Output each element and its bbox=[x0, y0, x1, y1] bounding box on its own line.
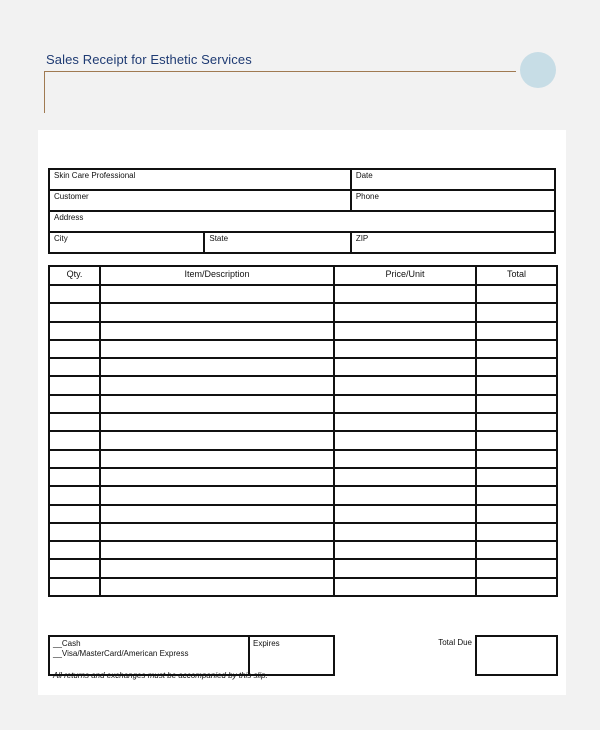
table-row bbox=[49, 523, 557, 541]
table-row bbox=[49, 450, 557, 468]
table-row bbox=[49, 578, 557, 596]
qty-cell[interactable] bbox=[49, 541, 100, 559]
qty-cell[interactable] bbox=[49, 431, 100, 449]
total-cell[interactable] bbox=[476, 559, 557, 577]
qty-cell[interactable] bbox=[49, 523, 100, 541]
total-cell[interactable] bbox=[476, 340, 557, 358]
zip-field[interactable]: ZIP bbox=[351, 232, 555, 253]
price-unit-cell[interactable] bbox=[334, 413, 476, 431]
info-row bbox=[49, 232, 555, 253]
title-rule-horizontal bbox=[44, 71, 516, 72]
price-unit-cell[interactable] bbox=[334, 486, 476, 504]
payment-row bbox=[49, 636, 557, 675]
item-description-cell[interactable] bbox=[100, 395, 334, 413]
item-description-cell[interactable] bbox=[100, 541, 334, 559]
price-unit-header: Price/Unit bbox=[334, 266, 476, 285]
qty-cell[interactable] bbox=[49, 303, 100, 321]
qty-cell[interactable] bbox=[49, 578, 100, 596]
item-description-cell[interactable] bbox=[100, 322, 334, 340]
total-cell[interactable] bbox=[476, 578, 557, 596]
customer-info-table bbox=[48, 168, 556, 254]
qty-cell[interactable] bbox=[49, 505, 100, 523]
price-unit-cell[interactable] bbox=[334, 578, 476, 596]
item-description-cell[interactable] bbox=[100, 505, 334, 523]
total-cell[interactable] bbox=[476, 303, 557, 321]
date-field[interactable]: Date bbox=[351, 169, 555, 190]
item-description-cell[interactable] bbox=[100, 450, 334, 468]
info-row bbox=[49, 169, 555, 190]
total-due-label: Total Due bbox=[334, 636, 476, 675]
total-cell[interactable] bbox=[476, 376, 557, 394]
price-unit-cell[interactable] bbox=[334, 431, 476, 449]
item-description-cell[interactable] bbox=[100, 486, 334, 504]
item-description-cell[interactable] bbox=[100, 523, 334, 541]
title-rule-vertical bbox=[44, 71, 45, 113]
table-row bbox=[49, 468, 557, 486]
items-header-row bbox=[49, 266, 557, 285]
customer-field[interactable]: Customer bbox=[49, 190, 351, 211]
total-cell[interactable] bbox=[476, 450, 557, 468]
qty-cell[interactable] bbox=[49, 340, 100, 358]
total-cell[interactable] bbox=[476, 285, 557, 303]
returns-note: All returns and exchanges must be accompanied by this slip. bbox=[53, 671, 268, 680]
table-row bbox=[49, 376, 557, 394]
total-cell[interactable] bbox=[476, 395, 557, 413]
city-field[interactable]: City bbox=[49, 232, 204, 253]
qty-cell[interactable] bbox=[49, 559, 100, 577]
cash-option[interactable]: __Cash bbox=[53, 639, 81, 648]
price-unit-cell[interactable] bbox=[334, 340, 476, 358]
total-cell[interactable] bbox=[476, 486, 557, 504]
price-unit-cell[interactable] bbox=[334, 322, 476, 340]
price-unit-cell[interactable] bbox=[334, 450, 476, 468]
info-row bbox=[49, 190, 555, 211]
total-cell[interactable] bbox=[476, 358, 557, 376]
price-unit-cell[interactable] bbox=[334, 523, 476, 541]
qty-cell[interactable] bbox=[49, 358, 100, 376]
table-row bbox=[49, 486, 557, 504]
price-unit-cell[interactable] bbox=[334, 358, 476, 376]
item-description-cell[interactable] bbox=[100, 285, 334, 303]
price-unit-cell[interactable] bbox=[334, 303, 476, 321]
document-title: Sales Receipt for Esthetic Services bbox=[46, 52, 252, 67]
table-row bbox=[49, 559, 557, 577]
price-unit-cell[interactable] bbox=[334, 541, 476, 559]
address-field[interactable]: Address bbox=[49, 211, 555, 232]
price-unit-cell[interactable] bbox=[334, 468, 476, 486]
item-description-cell[interactable] bbox=[100, 340, 334, 358]
price-unit-cell[interactable] bbox=[334, 376, 476, 394]
table-row bbox=[49, 285, 557, 303]
price-unit-cell[interactable] bbox=[334, 395, 476, 413]
total-cell[interactable] bbox=[476, 523, 557, 541]
payment-footer-table bbox=[48, 635, 558, 676]
item-description-cell[interactable] bbox=[100, 559, 334, 577]
price-unit-cell[interactable] bbox=[334, 559, 476, 577]
payment-method-cell[interactable] bbox=[49, 636, 249, 675]
qty-cell[interactable] bbox=[49, 395, 100, 413]
qty-cell[interactable] bbox=[49, 486, 100, 504]
total-cell[interactable] bbox=[476, 505, 557, 523]
qty-cell[interactable] bbox=[49, 450, 100, 468]
items-body bbox=[49, 285, 557, 596]
table-row bbox=[49, 431, 557, 449]
qty-header: Qty. bbox=[49, 266, 100, 285]
table-row bbox=[49, 340, 557, 358]
price-unit-cell[interactable] bbox=[334, 285, 476, 303]
item-description-cell[interactable] bbox=[100, 413, 334, 431]
expires-field[interactable]: Expires bbox=[249, 636, 334, 675]
qty-cell[interactable] bbox=[49, 322, 100, 340]
table-row bbox=[49, 322, 557, 340]
qty-cell[interactable] bbox=[49, 376, 100, 394]
info-row bbox=[49, 211, 555, 232]
total-cell[interactable] bbox=[476, 322, 557, 340]
card-option[interactable]: __Visa/MasterCard/American Express bbox=[53, 649, 189, 658]
state-field[interactable]: State bbox=[204, 232, 350, 253]
qty-cell[interactable] bbox=[49, 285, 100, 303]
total-cell[interactable] bbox=[476, 431, 557, 449]
table-row bbox=[49, 395, 557, 413]
item-description-cell[interactable] bbox=[100, 431, 334, 449]
item-description-cell[interactable] bbox=[100, 303, 334, 321]
item-description-cell[interactable] bbox=[100, 468, 334, 486]
table-row bbox=[49, 303, 557, 321]
qty-cell[interactable] bbox=[49, 413, 100, 431]
skin-care-professional-field[interactable]: Skin Care Professional bbox=[49, 169, 351, 190]
total-header: Total bbox=[476, 266, 557, 285]
total-cell[interactable] bbox=[476, 541, 557, 559]
item-description-cell[interactable] bbox=[100, 578, 334, 596]
total-cell[interactable] bbox=[476, 468, 557, 486]
table-row bbox=[49, 358, 557, 376]
table-row bbox=[49, 541, 557, 559]
total-cell[interactable] bbox=[476, 413, 557, 431]
item-description-cell[interactable] bbox=[100, 376, 334, 394]
items-table bbox=[48, 265, 558, 597]
price-unit-cell[interactable] bbox=[334, 505, 476, 523]
qty-cell[interactable] bbox=[49, 468, 100, 486]
item-description-cell[interactable] bbox=[100, 358, 334, 376]
table-row bbox=[49, 505, 557, 523]
phone-field[interactable]: Phone bbox=[351, 190, 555, 211]
item-description-header: Item/Description bbox=[100, 266, 334, 285]
decorative-circle bbox=[520, 52, 556, 88]
total-due-field[interactable] bbox=[476, 636, 557, 675]
table-row bbox=[49, 413, 557, 431]
